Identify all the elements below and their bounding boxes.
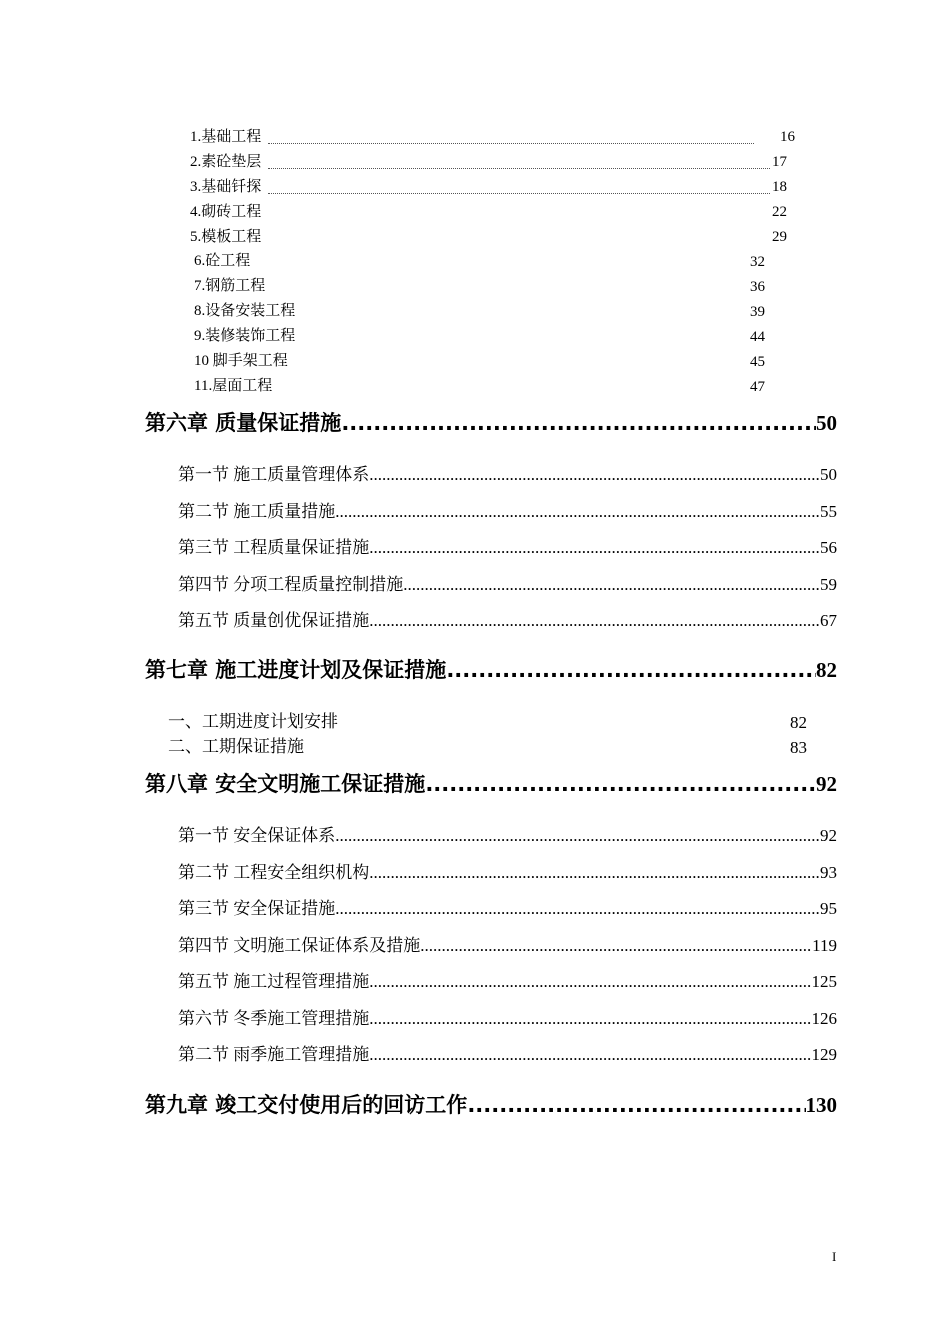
leader-dots bbox=[369, 862, 820, 884]
leader-dots bbox=[268, 193, 770, 194]
section-page: 67 bbox=[820, 611, 837, 630]
toc-section[interactable] bbox=[178, 1008, 837, 1030]
chapter-title: 第七章 施工进度计划及保证措施 bbox=[145, 658, 447, 682]
section-page: 55 bbox=[820, 502, 837, 521]
subitem-page: 39 bbox=[750, 304, 765, 320]
toc-item-page: 82 bbox=[790, 713, 807, 732]
toc-section[interactable] bbox=[178, 501, 837, 523]
subitem-label: 10 脚手架工程 bbox=[194, 353, 288, 369]
subitem-page: 16 bbox=[780, 129, 795, 145]
section-page: 129 bbox=[811, 1045, 837, 1064]
section-page: 95 bbox=[820, 899, 837, 918]
leader-dots bbox=[335, 825, 820, 847]
toc-section[interactable] bbox=[178, 898, 837, 920]
toc-section[interactable] bbox=[178, 464, 837, 486]
section-title: 第三节 工程质量保证措施 bbox=[178, 538, 370, 557]
subitem-page: 17 bbox=[772, 154, 787, 170]
toc-section[interactable] bbox=[178, 862, 837, 884]
leader-dots bbox=[369, 537, 820, 559]
subitem-label: 7.钢筋工程 bbox=[194, 278, 266, 294]
chapter-page: 92 bbox=[816, 772, 837, 796]
section-title: 第六节 冬季施工管理措施 bbox=[178, 1009, 370, 1028]
toc-item-label[interactable]: 一、工期进度计划安排 bbox=[168, 712, 338, 731]
toc-section[interactable] bbox=[178, 935, 837, 957]
subitem-page: 47 bbox=[750, 379, 765, 395]
section-title: 第二节 施工质量措施 bbox=[178, 502, 336, 521]
toc-chapter-6[interactable] bbox=[145, 409, 837, 437]
section-page: 125 bbox=[811, 972, 837, 991]
subitem-label: 2.素砼垫层 bbox=[190, 154, 262, 170]
leader-dots bbox=[369, 1008, 811, 1030]
section-title: 第四节 分项工程质量控制措施 bbox=[178, 575, 404, 594]
subitem-label: 4.砌砖工程 bbox=[190, 204, 262, 220]
leader-dots bbox=[335, 501, 820, 523]
section-page: 93 bbox=[820, 863, 837, 882]
subitem-label: 8.设备安装工程 bbox=[194, 303, 296, 319]
leader-dots bbox=[369, 971, 811, 993]
section-page: 92 bbox=[820, 826, 837, 845]
leader-dots bbox=[369, 464, 820, 486]
subitem-page: 32 bbox=[750, 254, 765, 270]
section-page: 126 bbox=[811, 1009, 837, 1028]
toc-section[interactable] bbox=[178, 971, 837, 993]
chapter-page: 130 bbox=[805, 1093, 837, 1117]
leader-dots bbox=[341, 409, 816, 437]
subitem-page: 36 bbox=[750, 279, 765, 295]
section-page: 119 bbox=[812, 936, 837, 955]
section-page: 56 bbox=[820, 538, 837, 557]
chapter-title: 第九章 竣工交付使用后的回访工作 bbox=[145, 1093, 468, 1117]
leader-dots bbox=[369, 610, 820, 632]
chapter-page: 50 bbox=[816, 411, 837, 435]
toc-chapter-8[interactable] bbox=[145, 770, 837, 798]
toc-section[interactable] bbox=[178, 1044, 837, 1066]
toc-section[interactable] bbox=[178, 610, 837, 632]
subitem-label: 5.模板工程 bbox=[190, 229, 262, 245]
leader-dots bbox=[335, 898, 820, 920]
subitem-label: 9.装修装饰工程 bbox=[194, 328, 296, 344]
toc-chapter-9[interactable] bbox=[145, 1091, 837, 1119]
section-title: 第一节 安全保证体系 bbox=[178, 826, 336, 845]
subitem-page: 22 bbox=[772, 204, 787, 220]
toc-item-page: 83 bbox=[790, 738, 807, 757]
leader-dots bbox=[420, 935, 812, 957]
section-page: 50 bbox=[820, 465, 837, 484]
leader-dots bbox=[467, 1091, 805, 1119]
subitem-page: 18 bbox=[772, 179, 787, 195]
section-title: 第二节 工程安全组织机构 bbox=[178, 863, 370, 882]
subitem-page: 44 bbox=[750, 329, 765, 345]
leader-dots bbox=[268, 168, 770, 169]
section-title: 第五节 施工过程管理措施 bbox=[178, 972, 370, 991]
subitem-page: 29 bbox=[772, 229, 787, 245]
section-title: 第二节 雨季施工管理措施 bbox=[178, 1045, 370, 1064]
chapter-page: 82 bbox=[816, 658, 837, 682]
section-page: 59 bbox=[820, 575, 837, 594]
subitem-label: 6.砼工程 bbox=[194, 253, 251, 269]
section-title: 第三节 安全保证措施 bbox=[178, 899, 336, 918]
leader-dots bbox=[268, 143, 754, 144]
subitem-label: 3.基础钎探 bbox=[190, 179, 262, 195]
leader-dots bbox=[446, 656, 816, 684]
section-title: 第四节 文明施工保证体系及措施 bbox=[178, 936, 421, 955]
chapter-title: 第六章 质量保证措施 bbox=[145, 411, 342, 435]
section-title: 第一节 施工质量管理体系 bbox=[178, 465, 370, 484]
section-title: 第五节 质量创优保证措施 bbox=[178, 611, 370, 630]
subitem-label: 1.基础工程 bbox=[190, 129, 262, 145]
toc-chapter-7[interactable] bbox=[145, 656, 837, 684]
subitem-label: 11.屋面工程 bbox=[194, 378, 273, 394]
toc-section[interactable] bbox=[178, 825, 837, 847]
toc-section[interactable] bbox=[178, 574, 837, 596]
chapter-title: 第八章 安全文明施工保证措施 bbox=[145, 772, 426, 796]
subitem-page: 45 bbox=[750, 354, 765, 370]
toc-item-label[interactable]: 二、工期保证措施 bbox=[168, 737, 304, 756]
page-number: I bbox=[832, 1249, 837, 1264]
leader-dots bbox=[403, 574, 820, 596]
leader-dots bbox=[425, 770, 816, 798]
leader-dots bbox=[369, 1044, 811, 1066]
toc-section[interactable] bbox=[178, 537, 837, 559]
